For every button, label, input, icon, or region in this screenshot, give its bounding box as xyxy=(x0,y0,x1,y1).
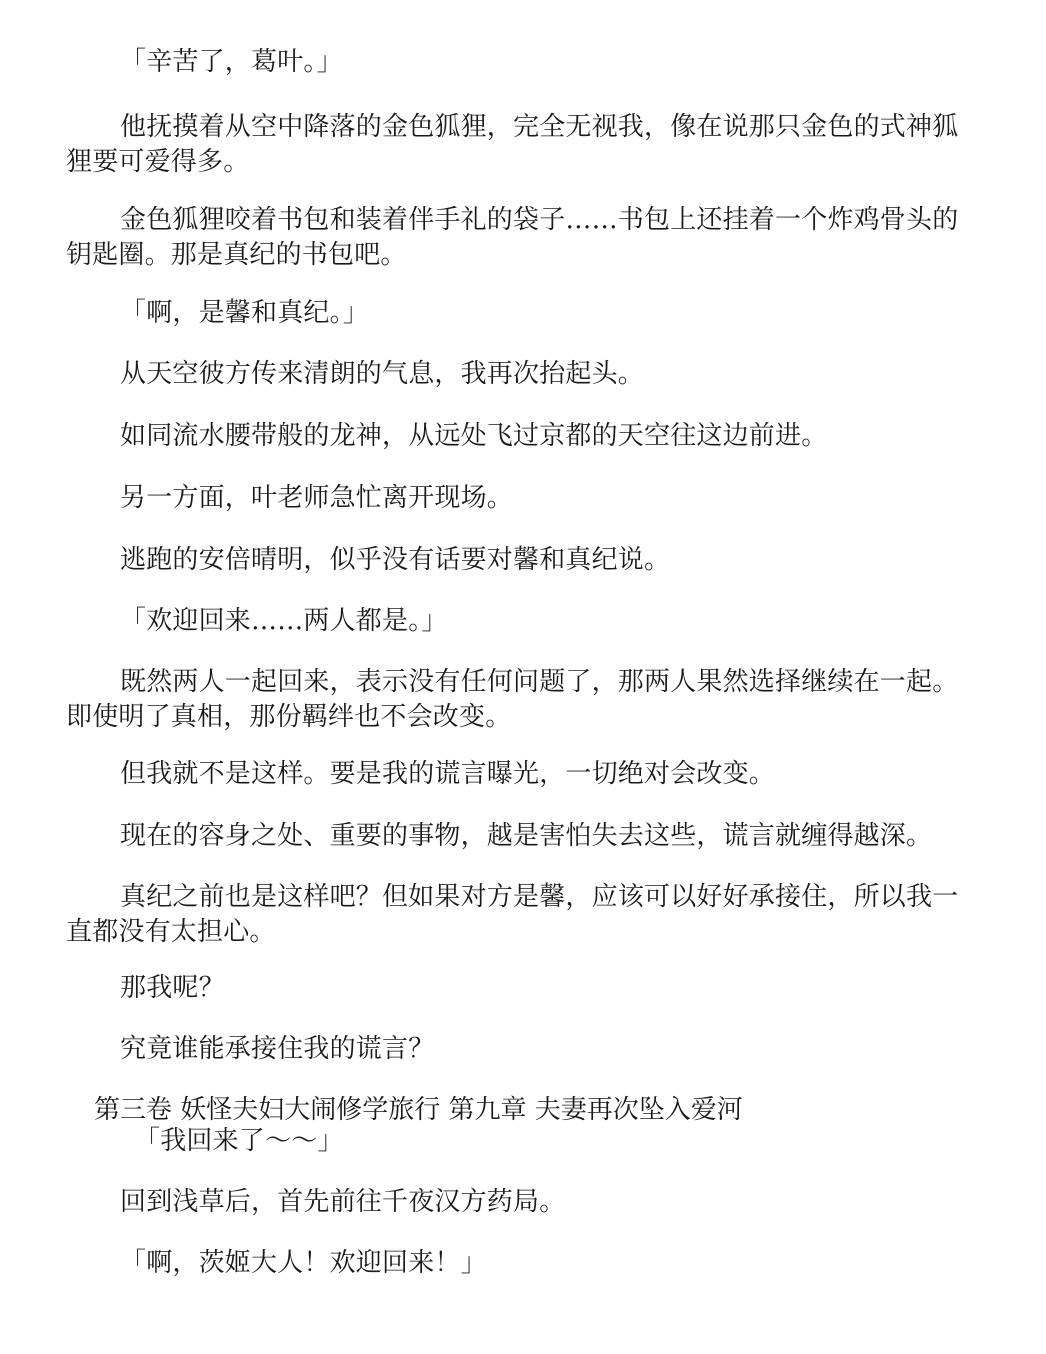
paragraph: 现在的容身之处、重要的事物，越是害怕失去这些，谎言就缠得越深。 xyxy=(120,821,933,851)
paragraph: 他抚摸着从空中降落的金色狐狸，完全无视我，像在说那只金色的式神狐狸要可爱得多。 xyxy=(66,112,959,177)
paragraph: 「欢迎回来……两人都是。」 xyxy=(120,606,448,636)
paragraph: 金色狐狸咬着书包和装着伴手礼的袋子……书包上还挂着一个炸鸡骨头的钥匙圈。那是真纪的书包吧。 xyxy=(66,205,959,270)
paragraph: 「啊，茨姬大人！欢迎回来！」 xyxy=(120,1248,487,1278)
paragraph: 但我就不是这样。要是我的谎言曝光，一切绝对会改变。 xyxy=(120,759,776,789)
paragraph: 究竟谁能承接住我的谎言？ xyxy=(120,1034,435,1064)
paragraph: 真纪之前也是这样吧？但如果对方是馨，应该可以好好承接住，所以我一直都没有太担心。 xyxy=(66,882,959,947)
paragraph: 另一方面，叶老师急忙离开现场。 xyxy=(120,483,514,513)
paragraph: 逃跑的安倍晴明，似乎没有话要对馨和真纪说。 xyxy=(120,545,671,575)
paragraph: 「我回来了～～」 xyxy=(134,1126,344,1156)
paragraph: 既然两人一起回来，表示没有任何问题了，那两人果然选择继续在一起。即使明了真相，那份羁绊也不会改变。 xyxy=(66,667,959,732)
paragraph: 回到浅草后，首先前往千夜汉方药局。 xyxy=(120,1187,566,1217)
paragraph: 从天空彼方传来清朗的气息，我再次抬起头。 xyxy=(120,359,645,389)
paragraph: 「辛苦了，葛叶。」 xyxy=(120,47,343,77)
paragraph: 「啊，是馨和真纪。」 xyxy=(120,298,370,328)
chapter-heading: 第三卷 妖怪夫妇大闹修学旅行 第九章 夫妻再次坠入爱河 xyxy=(94,1095,743,1125)
paragraph: 那我呢？ xyxy=(120,973,225,1003)
paragraph: 如同流水腰带般的龙神，从远处飞过京都的天空往这边前进。 xyxy=(120,421,828,451)
